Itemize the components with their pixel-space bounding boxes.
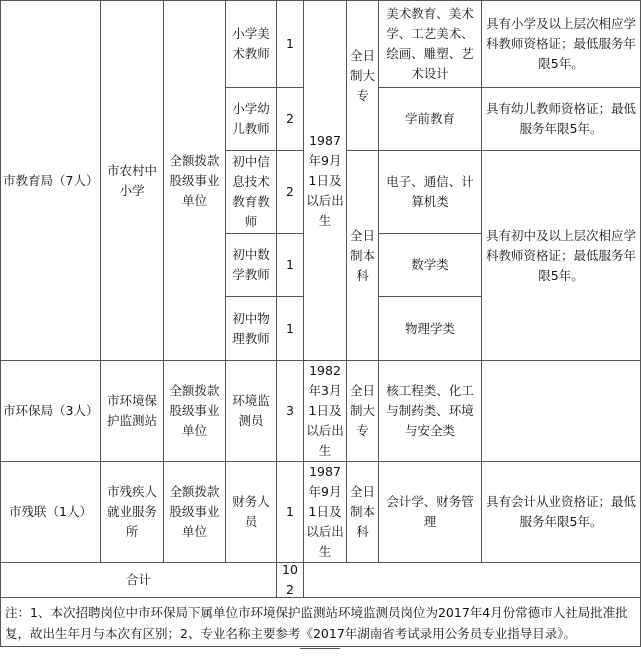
bottom-rule bbox=[300, 648, 340, 649]
req-edu-b: 具有幼儿教师资格证；最低服务年限5年。 bbox=[481, 87, 641, 151]
unit-edu: 市农村中小学 bbox=[100, 0, 164, 361]
post-env: 环境监测员 bbox=[225, 360, 277, 462]
nature-edu: 全额拨款股级事业单位 bbox=[163, 0, 226, 361]
unit-env: 市环境保护监测站 bbox=[100, 360, 164, 462]
count-edu-3: 2 bbox=[276, 150, 304, 234]
post-edu-3: 初中信息技术教育教师 bbox=[225, 150, 277, 234]
footnote: 注：1、本次招聘岗位中市环保局下属单位市环境保护监测站环境监测员岗位为2017年4月份常德市人社局批准批复，故出生年月与本次有区别；2、专业名称主要参考《2017年湖南省考试录用公务员专业指导目录》。 bbox=[0, 597, 641, 647]
major-env: 核工程类、化工与制药类、环境与安全类 bbox=[378, 360, 482, 462]
major-edu-1: 美术教育、美术学、工艺美术、绘画、雕塑、艺术设计 bbox=[378, 0, 482, 88]
major-edu-4: 数学类 bbox=[378, 233, 482, 297]
age-env: 1982年3月1日及以后出生 bbox=[303, 360, 347, 462]
major-edu-2: 学前教育 bbox=[378, 87, 482, 151]
count-edu-2: 2 bbox=[276, 87, 304, 151]
req-env bbox=[481, 360, 641, 462]
req-edu-a: 具有小学及以上层次相应学科教师资格证；最低服务年限5年。 bbox=[481, 0, 641, 88]
count-edu-5: 1 bbox=[276, 296, 304, 361]
total-label: 合计 bbox=[0, 562, 277, 598]
post-edu-2: 小学幼儿教师 bbox=[225, 87, 277, 151]
count-edu-4: 1 bbox=[276, 233, 304, 297]
major-dis: 会计学、财务管理 bbox=[378, 461, 482, 563]
edu-level-edu-a: 全日制大专 bbox=[346, 0, 379, 151]
count-dis: 1 bbox=[276, 461, 304, 563]
count-env: 3 bbox=[276, 360, 304, 462]
req-dis: 具有会计从业资格证；最低服务年限5年。 bbox=[481, 461, 641, 563]
major-edu-5: 物理学类 bbox=[378, 296, 482, 361]
nature-dis: 全额拨款股级事业单位 bbox=[163, 461, 226, 563]
edu-level-dis: 全日制本科 bbox=[346, 461, 379, 563]
unit-dis: 市残疾人就业服务所 bbox=[100, 461, 164, 563]
dept-env: 市环保局（3人） bbox=[0, 360, 101, 462]
post-edu-1: 小学美术教师 bbox=[225, 0, 277, 88]
total-count: 102 bbox=[276, 562, 304, 598]
dept-edu: 市教育局（7人） bbox=[0, 0, 101, 361]
count-edu-1: 1 bbox=[276, 0, 304, 88]
nature-env: 全额拨款股级事业单位 bbox=[163, 360, 226, 462]
post-dis: 财务人员 bbox=[225, 461, 277, 563]
post-edu-4: 初中数学教师 bbox=[225, 233, 277, 297]
req-edu-c: 具有初中及以上层次相应学科教师资格证；最低服务年限5年。 bbox=[481, 150, 641, 361]
total-blank bbox=[303, 562, 641, 598]
edu-level-edu-b: 全日制本科 bbox=[346, 150, 379, 361]
edu-level-env: 全日制大专 bbox=[346, 360, 379, 462]
dept-dis: 市残联（1人） bbox=[0, 461, 101, 563]
age-dis: 1987年9月1日及以后出生 bbox=[303, 461, 347, 563]
major-edu-3: 电子、通信、计算机类 bbox=[378, 150, 482, 234]
post-edu-5: 初中物理教师 bbox=[225, 296, 277, 361]
age-edu: 1987年9月1日及以后出生 bbox=[303, 0, 347, 361]
